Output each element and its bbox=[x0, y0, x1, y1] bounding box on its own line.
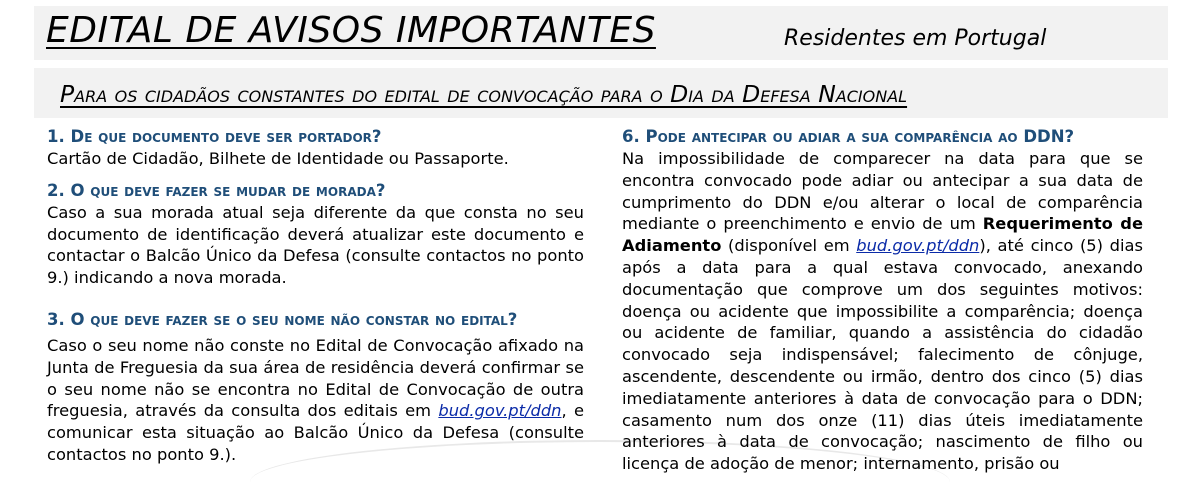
section-1 bbox=[47, 126, 584, 170]
question-2-heading: 2. O que deve fazer se mudar de morada? bbox=[47, 180, 386, 200]
answer-6-text bbox=[622, 148, 1143, 475]
answer-6-part3: ), até cinco (5) dias após a data para a qual estava convocado, anexando documentação que comprove um dos seguintes motivos: doença ou acidente que impossibilite a comparência; doença ou acidente de familiar, quando a assistência do cidadão convocado seja indispensável; falecimento de cônjuge, ascendente, descendente ou irmão, dentro dos cinco (5) dias imediatamente anteriores à data de convocação para o DDN; casamento num dos onze (11) dias úteis imediatamente anteriores à data de convocação; nascimento de filho ou licença de adoção de menor; internamento, prisão ou bbox=[622, 236, 1143, 474]
answer-3-text bbox=[47, 335, 584, 466]
page-subtitle: Para os cidadãos constantes do edital de convocação para o Dia da Defesa Nacional bbox=[60, 80, 908, 108]
section-3 bbox=[47, 309, 584, 466]
question-1-heading: 1. De que documento deve ser portador? bbox=[47, 127, 382, 146]
answer-6-part1: Na impossibilidade de comparecer na data para que se encontra convocado pode adiar ou antecipar a sua data de cumprimento do DDN e/ou alterar o local de comparência mediante o preenchimento e envio de um bbox=[622, 149, 1143, 234]
requerimento-adiamento-label: Requerimento de Adiamento bbox=[622, 214, 1143, 256]
answer-3-part2: , e comunicar esta situação ao Balcão Único da Defesa (consulte contactos no ponto 9.). bbox=[47, 401, 584, 464]
left-column bbox=[47, 126, 584, 466]
page-title: EDITAL DE AVISOS IMPORTANTES bbox=[46, 10, 656, 51]
section-6 bbox=[622, 126, 1143, 475]
region-label: Residentes em Portugal bbox=[784, 26, 1047, 51]
question-6-heading: 6. Pode antecipar ou adiar a sua comparência ao DDN? bbox=[622, 127, 1075, 146]
answer-6-part2: (disponível em bbox=[721, 236, 857, 256]
right-column bbox=[622, 126, 1143, 475]
bud-link[interactable]: bud.gov.pt/ddn bbox=[438, 401, 562, 421]
answer-1-text: Cartão de Cidadão, Bilhete de Identidade ou Passaporte. bbox=[47, 149, 509, 168]
answer-3-part1: Caso o seu nome não conste no Edital de Convocação afixado na Junta de Freguesia da sua área de residência deverá confirmar se o seu nome não se encontra no Edital de Convocação de outra freguesia, através da consulta dos editais em bbox=[47, 335, 584, 421]
answer-2-text: Caso a sua morada atual seja diferente da que consta no seu documento de identificação deverá atualizar este documento e contactar o Balcão Único da Defesa (consulte contactos no ponto 9.) indicando a nova morada. bbox=[47, 202, 584, 288]
bud-link[interactable]: bud.gov.pt/ddn bbox=[856, 236, 980, 256]
question-3-heading: 3. O que deve fazer se o seu nome não constar no edital? bbox=[47, 309, 518, 329]
section-2 bbox=[47, 180, 584, 289]
